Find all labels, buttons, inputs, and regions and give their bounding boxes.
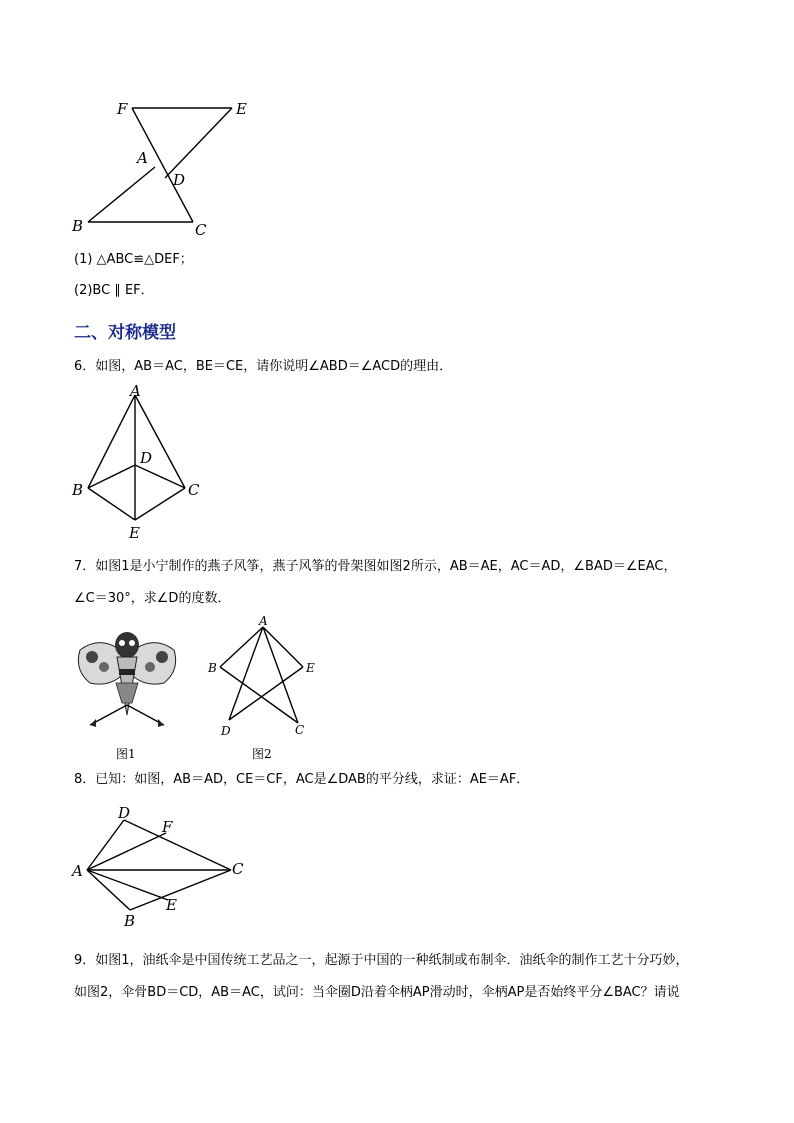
fig1-caption: 图1 [116, 747, 136, 761]
q8-text: 8．已知：如图，AB＝AD，CE＝CF，AC是∠DAB的平分线，求证：AE＝AF． [74, 772, 530, 787]
label-B: B [72, 481, 84, 499]
label-D: D [118, 804, 131, 822]
q5-part2: (2)BC ∥ EF． [74, 283, 154, 298]
fig2-caption: 图2 [252, 747, 272, 761]
label-A: A [130, 382, 141, 400]
q5-part1: (1) △ABC≌△DEF； [74, 252, 193, 267]
label-C: C [195, 221, 207, 239]
label-D: D [140, 449, 153, 467]
label-A: A [259, 614, 268, 628]
swallow-kite-image [72, 625, 182, 735]
figure-q7 [205, 615, 325, 745]
label-B: B [208, 661, 217, 675]
label-C: C [295, 723, 305, 737]
label-D: D [221, 724, 231, 738]
label-B: B [124, 912, 136, 930]
figure-q8 [70, 800, 270, 930]
q6-text: 6．如图，AB＝AC，BE＝CE，请你说明∠ABD＝∠ACD的理由． [74, 359, 453, 374]
q7-line2: ∠C＝30°，求∠D的度数． [74, 591, 231, 606]
label-C: C [232, 860, 244, 878]
q7-line1: 7．如图1是小宁制作的燕子风筝，燕子风筝的骨架图如图2所示，AB＝AE，AC＝AD，∠BAD＝∠EAC， [74, 559, 677, 574]
label-B: B [72, 217, 84, 235]
label-E: E [166, 896, 177, 914]
figure-q6 [70, 382, 230, 545]
q9-line1: 9．如图1，油纸伞是中国传统工艺品之一，起源于中国的一种纸制或布制伞．油纸伞的制作工艺十分巧妙， [74, 953, 689, 968]
label-F: F [162, 818, 173, 836]
section-title: 二、对称模型 [74, 323, 176, 343]
label-A: A [137, 149, 148, 167]
label-C: C [188, 481, 200, 499]
label-A: A [72, 862, 83, 880]
label-D: D [173, 171, 186, 189]
label-E: E [306, 661, 315, 675]
label-E: E [236, 100, 247, 118]
q9-line2: 如图2，伞骨BD＝CD，AB＝AC，试问：当伞圈D沿着伞柄AP滑动时，伞柄AP是否始终平分∠BAC？请说 [74, 985, 680, 1000]
label-F: F [117, 100, 128, 118]
label-E: E [129, 524, 140, 542]
figure-q5 [60, 95, 260, 239]
